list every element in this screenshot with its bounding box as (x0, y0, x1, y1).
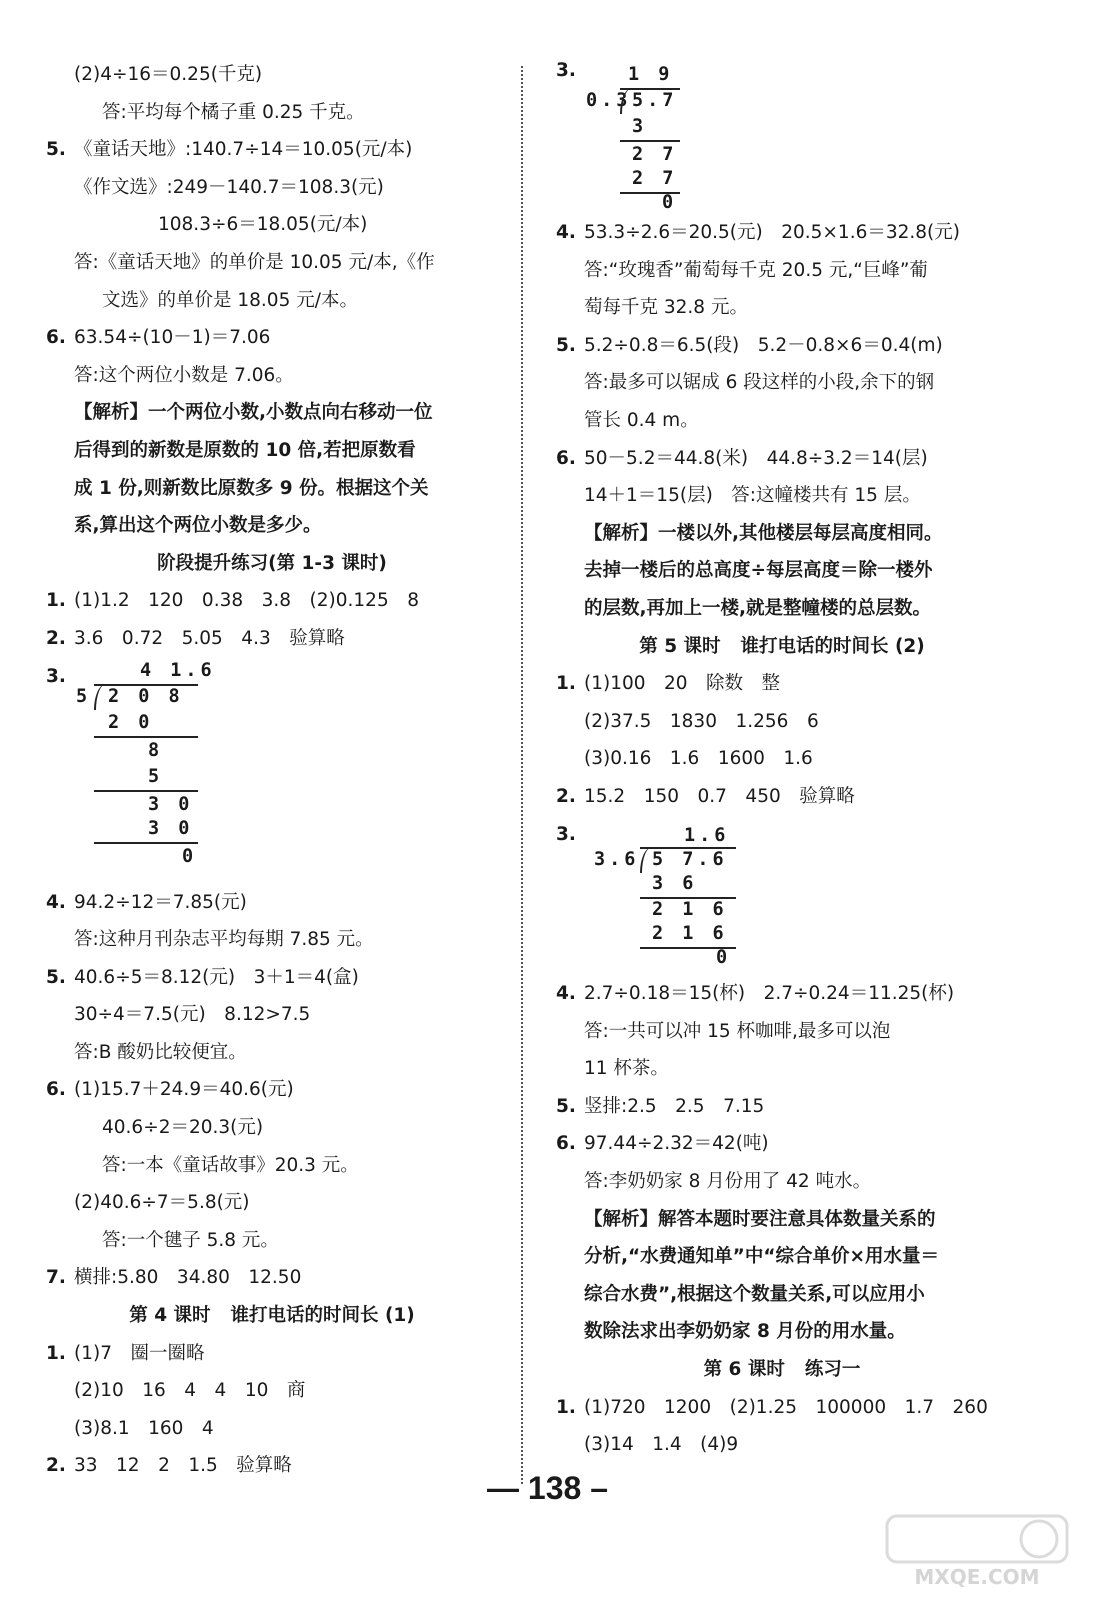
answer-line (556, 740, 1008, 778)
answer-text: 答:平均每个橘子重 0.25 千克。 (102, 101, 365, 123)
division-divisor: 5 (76, 685, 92, 707)
division-step: 3 6 (652, 873, 698, 895)
right-column (556, 56, 1008, 1464)
right-lines-d (556, 1389, 1008, 1464)
answer-line (46, 1184, 498, 1222)
section-heading-lesson-6 (556, 1351, 1008, 1389)
answer-line (46, 244, 498, 282)
left-lines-a (46, 56, 498, 545)
answer-line (556, 327, 1008, 365)
answer-text: 管长 0.4 m。 (584, 409, 699, 431)
division-step: 3 0 (148, 793, 194, 815)
answer-text: 答:这个两位小数是 7.06。 (74, 364, 294, 386)
answer-text: 答:《童话天地》的单价是 10.05 元/本,《作 (74, 251, 435, 273)
answer-line (556, 515, 1008, 553)
answer-text: 《童话天地》:140.7÷14＝10.05(元/本) (74, 139, 413, 161)
answer-line (556, 1313, 1008, 1351)
page-number (0, 1470, 1095, 1507)
answer-line (46, 169, 498, 207)
answer-line (556, 1201, 1008, 1239)
answer-line (46, 206, 498, 244)
answer-line (46, 1372, 498, 1410)
answer-text: 40.6÷5＝8.12(元) 3＋1＝4(盒) (74, 966, 359, 988)
left-lines-d (46, 1335, 498, 1485)
answer-text: 94.2÷12＝7.85(元) (74, 891, 247, 913)
answer-text: 的层数,再加上一楼,就是整幢楼的总层数。 (584, 597, 932, 619)
answer-line (46, 1410, 498, 1448)
answer-text: 文选》的单价是 18.05 元/本。 (102, 289, 358, 311)
answer-line (46, 282, 498, 320)
question-number: 4. (556, 222, 576, 243)
long-division-208-by-5 (46, 658, 498, 884)
answer-line (46, 1071, 498, 1109)
answer-text: (1)1.2 120 0.38 3.8 (2)0.125 8 (74, 590, 419, 612)
answer-line (556, 477, 1008, 515)
question-number: 4. (556, 983, 576, 1005)
answer-line (556, 703, 1008, 741)
division-dividend: 2 0 8 (108, 685, 184, 707)
answer-line (46, 131, 498, 169)
answer-text: 去掉一楼后的总高度÷每层高度＝除一楼外 (584, 560, 933, 582)
answer-line (46, 507, 498, 545)
division-remainder: 0 (662, 192, 678, 213)
lesson-title: 谁打电话的时间长 (2) (740, 635, 925, 657)
long-division-5.7-by-0.3 (556, 56, 1008, 213)
left-column (46, 56, 498, 1485)
question-number: 7. (46, 1267, 66, 1289)
answer-text: 竖排:2.5 2.5 7.15 (584, 1095, 765, 1117)
division-step: 2 1 6 (652, 923, 728, 945)
section-heading-stage-practice: 阶段提升练习(第 1-3 课时) (157, 552, 387, 574)
watermark-logo-icon (877, 1512, 1077, 1590)
answer-text: (2)40.6÷7＝5.8(元) (74, 1192, 250, 1214)
division-quotient: 4 1.6 (140, 659, 216, 681)
answer-text: 【解析】一个两位小数,小数点向右移动一位 (74, 402, 433, 424)
answer-text: (2)37.5 1830 1.256 6 (584, 710, 819, 732)
answer-text: 答:B 酸奶比较便宜。 (74, 1041, 247, 1063)
answer-line (46, 1222, 498, 1260)
answer-line (46, 1109, 498, 1147)
answer-line (556, 1238, 1008, 1276)
division-remainder: 0 (182, 845, 198, 867)
lesson-label: 第 5 课时 (639, 635, 721, 657)
question-number: 1. (556, 673, 576, 695)
answer-text: 《作文选》:249－140.7＝108.3(元) (74, 176, 384, 198)
answer-line (556, 552, 1008, 590)
question-number: 6. (46, 327, 66, 349)
answer-line (46, 582, 498, 620)
answer-text: 系,算出这个两位小数是多少。 (74, 515, 322, 537)
question-number: 5. (556, 334, 576, 356)
division-step: 2 7 (632, 144, 678, 165)
answer-text: 答:“玫瑰香”葡萄每千克 20.5 元,“巨峰”葡 (584, 259, 928, 281)
division-divisor: 3.6 (594, 849, 640, 871)
division-step: 5 (148, 765, 164, 787)
answer-line (46, 56, 498, 94)
answer-line (556, 1276, 1008, 1314)
question-number: 2. (46, 627, 66, 649)
watermark-text: MXQE.COM (914, 1565, 1040, 1589)
answer-text: 108.3÷6＝18.05(元/本) (158, 214, 368, 236)
division-step: 8 (148, 739, 164, 761)
answer-text: (2)10 16 4 4 10 商 (74, 1380, 306, 1402)
answer-line (46, 620, 498, 658)
answer-text: (1)100 20 除数 整 (584, 673, 781, 695)
answer-line (556, 402, 1008, 440)
answer-text: 5.2÷0.8＝6.5(段) 5.2－0.8×6＝0.4(m) (584, 334, 943, 356)
question-number: 5. (46, 139, 66, 161)
answer-text: 答:最多可以锯成 6 段这样的小段,余下的钢 (584, 372, 935, 394)
answer-text: 15.2 150 0.7 450 验算略 (584, 785, 855, 807)
answer-line (556, 590, 1008, 628)
section-heading-lesson-4 (46, 1297, 498, 1335)
division-divisor: 0.3 (586, 90, 632, 111)
answer-line (46, 1335, 498, 1373)
left-lines-c (46, 884, 498, 1298)
question-number: 6. (556, 1133, 576, 1155)
question-number: 2. (46, 1455, 66, 1477)
division-step: 2 7 (632, 168, 678, 189)
question-number: 6. (46, 1079, 66, 1101)
answer-text: 成 1 份,则新数比原数多 9 份。根据这个关 (74, 477, 429, 499)
answer-line (556, 1163, 1008, 1201)
question-number: 2. (556, 785, 576, 807)
answer-text: 63.54÷(10－1)＝7.06 (74, 327, 271, 349)
question-number: 5. (556, 1095, 576, 1117)
answer-line (556, 975, 1008, 1013)
answer-text: 综合水费”,根据这个数量关系,可以应用小 (584, 1283, 925, 1305)
page-number-value: 138 (527, 1470, 582, 1506)
question-number: 3. (556, 60, 576, 81)
answer-text: 后得到的新数是原数的 10 倍,若把原数看 (74, 439, 416, 461)
answer-line (556, 252, 1008, 290)
answer-line (46, 94, 498, 132)
answer-text: 数除法求出李奶奶家 8 月份的用水量。 (584, 1321, 906, 1343)
answer-line (46, 432, 498, 470)
answer-line (556, 214, 1008, 252)
division-dividend: 5 7.6 (652, 849, 728, 871)
division-step: 2 1 6 (652, 899, 728, 921)
division-quotient: 1.6 (684, 825, 730, 847)
answer-text: 30÷4＝7.5(元) 8.12>7.5 (74, 1004, 311, 1026)
answer-line (46, 921, 498, 959)
answer-line (556, 1013, 1008, 1051)
answer-line (556, 1125, 1008, 1163)
answer-text: 横排:5.80 34.80 12.50 (74, 1267, 302, 1289)
answer-text: (1)720 1200 (2)1.25 100000 1.7 260 (584, 1396, 988, 1418)
answer-text: 97.44÷2.32＝42(吨) (584, 1133, 769, 1155)
division-bracket (94, 684, 108, 710)
answer-text: (3)8.1 160 4 (74, 1417, 214, 1439)
answer-line (46, 1147, 498, 1185)
question-number: 1. (556, 1396, 576, 1418)
answer-text: 33 12 2 1.5 验算略 (74, 1455, 292, 1477)
division-dividend: 5.7 (632, 90, 678, 111)
right-lines-c (556, 975, 1008, 1351)
answer-text: 答:这种月刊杂志平均每期 7.85 元。 (74, 929, 374, 951)
answer-line (46, 357, 498, 395)
division-quotient: 1 9 (628, 64, 674, 85)
lesson-title: 练习一 (804, 1359, 861, 1381)
answer-text: 40.6÷2＝20.3(元) (102, 1117, 264, 1139)
answer-line (556, 778, 1008, 816)
answer-line (46, 1259, 498, 1297)
question-number: 3. (556, 823, 576, 845)
lesson-label: 第 4 课时 (129, 1305, 211, 1327)
question-number: 4. (46, 891, 66, 913)
answer-text: (1)7 圈一圈略 (74, 1342, 205, 1364)
answer-line (46, 996, 498, 1034)
section-heading-lesson-5 (556, 628, 1008, 666)
answer-text: 11 杯茶。 (584, 1058, 669, 1080)
lesson-title: 谁打电话的时间长 (1) (230, 1305, 415, 1327)
division-step: 3 (632, 116, 648, 137)
question-number: 5. (46, 966, 66, 988)
answer-text: 53.3÷2.6＝20.5(元) 20.5×1.6＝32.8(元) (584, 222, 960, 243)
answer-line (556, 1050, 1008, 1088)
division-step: 2 0 (108, 711, 154, 733)
answer-text: 3.6 0.72 5.05 4.3 验算略 (74, 627, 345, 649)
answer-text: 14＋1＝15(层) 答:这幢楼共有 15 层。 (584, 485, 921, 507)
answer-text: 答:一本《童话故事》20.3 元。 (102, 1154, 359, 1176)
answer-text: 50－5.2＝44.8(米) 44.8÷3.2＝14(层) (584, 447, 928, 469)
answer-line (556, 1088, 1008, 1126)
answer-text: 2.7÷0.18＝15(杯) 2.7÷0.24＝11.25(杯) (584, 983, 955, 1005)
answer-line (556, 364, 1008, 402)
answer-text: 【解析】一楼以外,其他楼层每层高度相同。 (584, 522, 943, 544)
answer-text: 答:李奶奶家 8 月份用了 42 吨水。 (584, 1171, 872, 1193)
answer-line (46, 959, 498, 997)
answer-line (556, 440, 1008, 478)
lesson-label: 第 6 课时 (703, 1359, 785, 1381)
answer-text: 分析,“水费通知单”中“综合单价×用水量＝ (584, 1246, 940, 1268)
long-division-57.6-by-3.6 (556, 823, 1008, 969)
answer-text: 【解析】解答本题时要注意具体数量关系的 (584, 1208, 936, 1230)
answer-text: (3)0.16 1.6 1600 1.6 (584, 748, 813, 770)
division-step: 3 0 (148, 817, 194, 839)
answer-line (46, 884, 498, 922)
answer-text: 答:一共可以冲 15 杯咖啡,最多可以泡 (584, 1020, 891, 1042)
page-number-dash-left: — (487, 1470, 528, 1506)
page-number-dash-right: – (581, 1470, 608, 1506)
question-number: 6. (556, 447, 576, 469)
question-number: 3. (46, 665, 66, 687)
answer-line (556, 289, 1008, 327)
answer-line (46, 394, 498, 432)
right-lines-a (556, 214, 1008, 628)
answer-text: 萄每千克 32.8 元。 (584, 297, 748, 319)
answer-line (556, 665, 1008, 703)
answer-text: (1)15.7＋24.9＝40.6(元) (74, 1079, 294, 1101)
answer-line (556, 1389, 1008, 1427)
division-rule (94, 736, 198, 738)
answer-text: (2)4÷16＝0.25(千克) (74, 64, 263, 85)
column-divider (521, 66, 523, 1484)
question-number: 1. (46, 1342, 66, 1364)
division-remainder: 0 (716, 947, 732, 969)
answer-line (556, 1426, 1008, 1464)
question-number: 1. (46, 590, 66, 612)
answer-text: 答:一个毽子 5.8 元。 (102, 1229, 279, 1251)
answer-line (46, 319, 498, 357)
answer-text: (3)14 1.4 (4)9 (584, 1434, 739, 1456)
answer-line (46, 1034, 498, 1072)
answer-line (46, 470, 498, 508)
